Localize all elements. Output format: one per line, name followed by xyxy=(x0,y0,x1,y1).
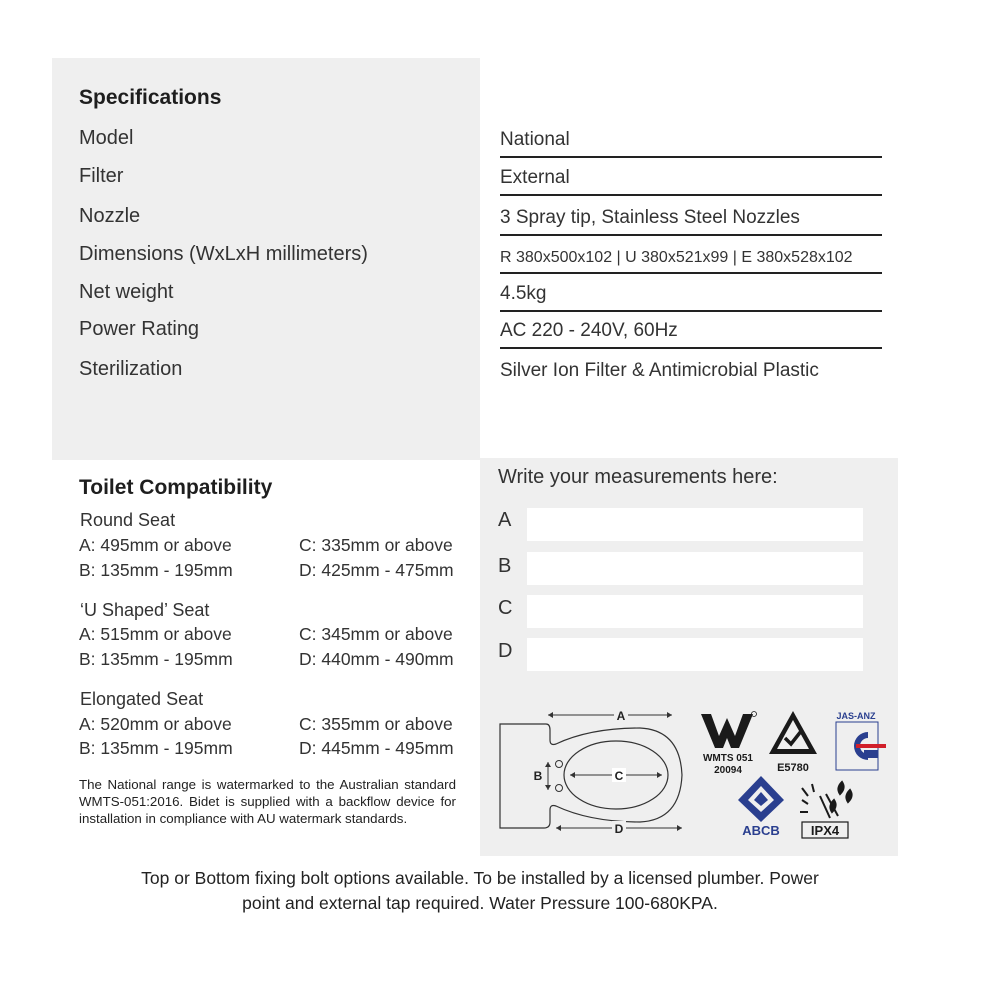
measurement-field-b[interactable] xyxy=(527,552,863,585)
diagram-label-d: D xyxy=(614,822,624,836)
specifications-title: Specifications xyxy=(79,86,222,109)
spec-label: Model xyxy=(79,127,134,149)
measurement-a: A: 515mm or above xyxy=(79,624,232,644)
measurement-field-d[interactable] xyxy=(527,638,863,671)
spec-label: Sterilization xyxy=(79,358,183,380)
rcm-logo xyxy=(764,708,822,776)
watermark-w-logo xyxy=(695,708,761,776)
measurement-field-a[interactable] xyxy=(527,508,863,541)
spec-label: Filter xyxy=(79,165,124,187)
spec-value: 4.5kg xyxy=(500,283,547,304)
spec-label: Dimensions (WxLxH millimeters) xyxy=(79,243,368,265)
wmts-code: WMTS 051 xyxy=(702,753,754,764)
spec-divider xyxy=(500,347,882,349)
water-splash-icon xyxy=(800,782,852,818)
measurement-b: B: 135mm - 195mm xyxy=(79,738,233,758)
measurement-b: B: 135mm - 195mm xyxy=(79,560,233,580)
spec-row-model xyxy=(79,120,882,158)
spec-label: Net weight xyxy=(79,281,174,303)
toilet-compatibility-title: Toilet Compatibility xyxy=(79,476,273,499)
measurement-label-c: C xyxy=(498,597,513,619)
measurement-c: C: 355mm or above xyxy=(299,714,453,734)
ipx4-text: IPX4 xyxy=(810,823,840,838)
measurement-field-c[interactable] xyxy=(527,595,863,628)
measurement-d: D: 425mm - 475mm xyxy=(299,560,454,580)
abcb-text: ABCB xyxy=(742,823,780,838)
spec-value: National xyxy=(500,129,570,150)
watermark-w-icon xyxy=(701,714,753,748)
measurement-d: D: 445mm - 495mm xyxy=(299,738,454,758)
seat-name-round: Round Seat xyxy=(80,510,176,530)
jas-anz-text: JAS-ANZ xyxy=(836,711,876,721)
measurement-a: A: 495mm or above xyxy=(79,535,232,555)
spec-label: Power Rating xyxy=(79,318,200,340)
ipx4-logo xyxy=(792,774,858,840)
spec-value: Silver Ion Filter & Antimicrobial Plastic xyxy=(500,360,819,381)
spec-label: Nozzle xyxy=(79,205,141,227)
spec-row-filter xyxy=(79,158,882,196)
wmts-licence: 20094 xyxy=(714,765,742,776)
spec-divider xyxy=(500,194,882,196)
rcm-code: E5780 xyxy=(777,762,809,774)
footer-line-1: Top or Bottom fixing bolt options available. To be installed by a licensed plumber. Power xyxy=(141,868,819,888)
measurement-b: B: 135mm - 195mm xyxy=(79,649,233,669)
spec-value: R 380x500x102 | U 380x521x99 | E 380x528x102 xyxy=(500,249,853,266)
measurement-a: A: 520mm or above xyxy=(79,714,232,734)
seat-name-elongated: Elongated Seat xyxy=(80,689,204,709)
diagram-label-c: C xyxy=(614,769,624,783)
measurement-d: D: 440mm - 490mm xyxy=(299,649,454,669)
jas-anz-logo xyxy=(830,708,888,774)
spec-row-power-rating xyxy=(79,311,882,349)
seat-name-u-shaped: ‘U Shaped’ Seat xyxy=(80,600,210,620)
diagram-label-a: A xyxy=(616,709,626,723)
footer-note xyxy=(100,866,860,916)
diagram-label-b: B xyxy=(533,769,543,783)
spec-value: AC 220 - 240V, 60Hz xyxy=(500,320,678,341)
spec-value: External xyxy=(500,167,570,188)
measurement-c: C: 345mm or above xyxy=(299,624,453,644)
spec-row-sterilization xyxy=(79,351,882,389)
spec-row-nozzle xyxy=(79,198,882,236)
spec-row-dimensions xyxy=(79,236,882,274)
footer-line-2: point and external tap required. Water Pressure 100-680KPA. xyxy=(242,893,718,913)
measurement-label-d: D xyxy=(498,640,513,662)
measurements-title: Write your measurements here: xyxy=(498,466,778,488)
toilet-seat-diagram xyxy=(490,700,690,840)
spec-value: 3 Spray tip, Stainless Steel Nozzles xyxy=(500,207,800,228)
abcb-logo xyxy=(730,772,792,838)
seat-outline xyxy=(500,724,682,828)
measurement-label-a: A xyxy=(498,509,512,531)
measurement-label-b: B xyxy=(498,555,512,577)
spec-row-net-weight xyxy=(79,274,882,312)
watermark-note: The National range is watermarked to the Australian standard WMTS-051:2016. Bidet is supplied with a backflow device for installation in compliance with AU watermark standards. xyxy=(79,777,456,826)
measurement-c: C: 335mm or above xyxy=(299,535,453,555)
